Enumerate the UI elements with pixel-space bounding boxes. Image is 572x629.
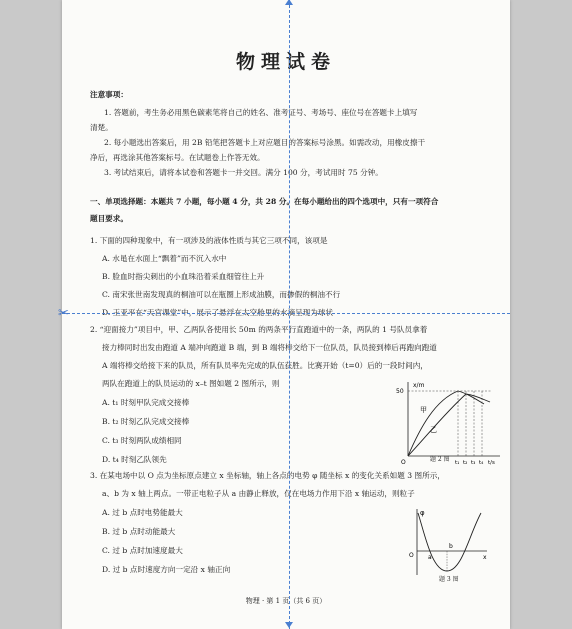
notice-line-1b: 清楚。 — [90, 123, 113, 132]
horizontal-cut-guide[interactable] — [62, 313, 510, 314]
section-heading-1: 一、单项选择题：本题共 7 小题，每小题 4 分，共 28 分。在每小题给出的四个选项中，只有一项符合 — [90, 197, 439, 206]
fig3-origin: O — [409, 552, 414, 559]
q3-line-1: 3. 在某电场中以 O 点为坐标原点建立 x 坐标轴，轴上各点的电势 φ 随坐标 x 的变化关系如题 3 图所示， — [90, 471, 445, 480]
fig2-caption: 题 2 图 — [430, 456, 450, 463]
fig3-point-b: b — [449, 543, 453, 550]
q1-option-d: D. 王亚平在“天宫课堂”中，展示了悬浮在太空舱里的水滴呈现为球状 — [102, 308, 334, 317]
figure-2-xt-graph — [396, 378, 504, 466]
notice-line-2b: 净后，再选涂其他答案标号。在试题卷上作答无效。 — [90, 153, 265, 162]
scissors-icon[interactable]: ✂ — [58, 306, 69, 321]
figure-3-potential-graph — [407, 505, 491, 577]
q3-option-c: C. 过 b 点时加速度最大 — [102, 546, 183, 555]
vertical-cut-guide[interactable] — [289, 0, 290, 629]
q2-option-b: B. t₂ 时刻乙队完成交接棒 — [102, 417, 190, 426]
fig2-tick-t4: t₄ — [479, 460, 484, 466]
fig2-label-jia: 甲 — [420, 406, 427, 414]
fig2-y-tick-50: 50 — [396, 388, 404, 395]
q2-option-c: C. t₃ 时刻两队成绩相同 — [102, 436, 182, 445]
q1-option-b: B. 脸血时指尖刺出的小血珠沿着采血细管往上升 — [102, 272, 265, 281]
q2-line-1: 2. “迎面接力”项目中，甲、乙两队各使用长 50m 的两条平行直跑道中的一条，两队的 1 号队员拿着 — [90, 325, 428, 334]
fig3-x-label: x — [483, 554, 487, 561]
q3-option-b: B. 过 b 点时动能最大 — [102, 527, 176, 536]
notice-line-1a: 1. 答题前，考生务必用黑色碳素笔将自己的姓名、准考证号、考场号、座位号在答题卡上填写 — [104, 108, 418, 117]
guide-arrow-up-icon[interactable] — [285, 0, 293, 5]
q1-stem: 1. 下面的四种现象中，有一项涉及的液体性质与其它三项不同，该项是 — [90, 236, 328, 245]
q3-option-d: D. 过 b 点时速度方向一定沿 x 轴正向 — [102, 565, 231, 574]
fig2-origin: O — [401, 459, 406, 466]
fig2-x-label: t/s — [488, 460, 495, 466]
notice-line-3: 3. 考试结束后，请将本试卷和答题卡一并交回。满分 100 分，考试用时 75 分钟。 — [104, 168, 383, 177]
page-title: 物理试卷 — [235, 51, 336, 73]
fig3-curve — [418, 513, 481, 571]
fig2-tick-t1: t₁ — [455, 460, 460, 466]
fig2-label-yi: 乙 — [430, 426, 437, 434]
fig2-curve-jia — [408, 391, 484, 456]
q2-option-d: D. t₄ 时刻乙队领先 — [102, 455, 167, 464]
fig2-tick-t3: t₃ — [471, 460, 476, 466]
exam-page — [62, 0, 510, 629]
q3-line-2: a、b 为 x 轴上两点。一带正电粒子从 a 由静止释放，仅在电场力作用下沿 x 轴运动，则粒子 — [102, 489, 415, 498]
q2-line-4: 两队在跑道上的队员运动的 x–t 图如题 2 图所示，则 — [102, 379, 280, 388]
q3-option-a: A. 过 b 点时电势能最大 — [102, 508, 183, 517]
q2-line-2: 接力棒同时出发由跑道 A 端冲向跑道 B 端，到 B 端将棒交给下一位队员，队员接到棒后再跑向跑道 — [102, 343, 437, 352]
notice-heading: 注意事项： — [90, 90, 128, 99]
section-heading-2: 题目要求。 — [90, 214, 128, 223]
fig2-tick-t2: t₂ — [463, 460, 468, 466]
fig3-point-a: a — [428, 554, 432, 561]
q1-option-a: A. 水黾在水面上“飘着”而不沉入水中 — [102, 254, 227, 263]
q1-option-c: C. 南宋张世南发现真的桐油可以在瓶圈上形成油膜，而掺假的桐油不行 — [102, 290, 341, 299]
guide-arrow-down-icon[interactable] — [285, 622, 293, 628]
fig3-caption: 题 3 图 — [439, 576, 459, 583]
fig2-curve-yi — [408, 394, 490, 456]
fig3-y-label: φ — [420, 509, 425, 517]
q2-line-3: A 端将棒交给接下来的队员，所有队员率先完成的队伍获胜。比赛开始（t=0）后的一段时间内， — [102, 361, 428, 370]
notice-line-2a: 2. 每小题选出答案后，用 2B 铅笔把答题卡上对应题目的答案标号涂黑。如需改动，用橡皮擦干 — [104, 138, 426, 147]
q2-option-a: A. t₁ 时刻甲队完成交接棒 — [102, 398, 190, 407]
fig2-y-label: x/m — [413, 382, 425, 389]
page-footer: 物理 · 第 1 页（共 6 页） — [245, 597, 327, 605]
